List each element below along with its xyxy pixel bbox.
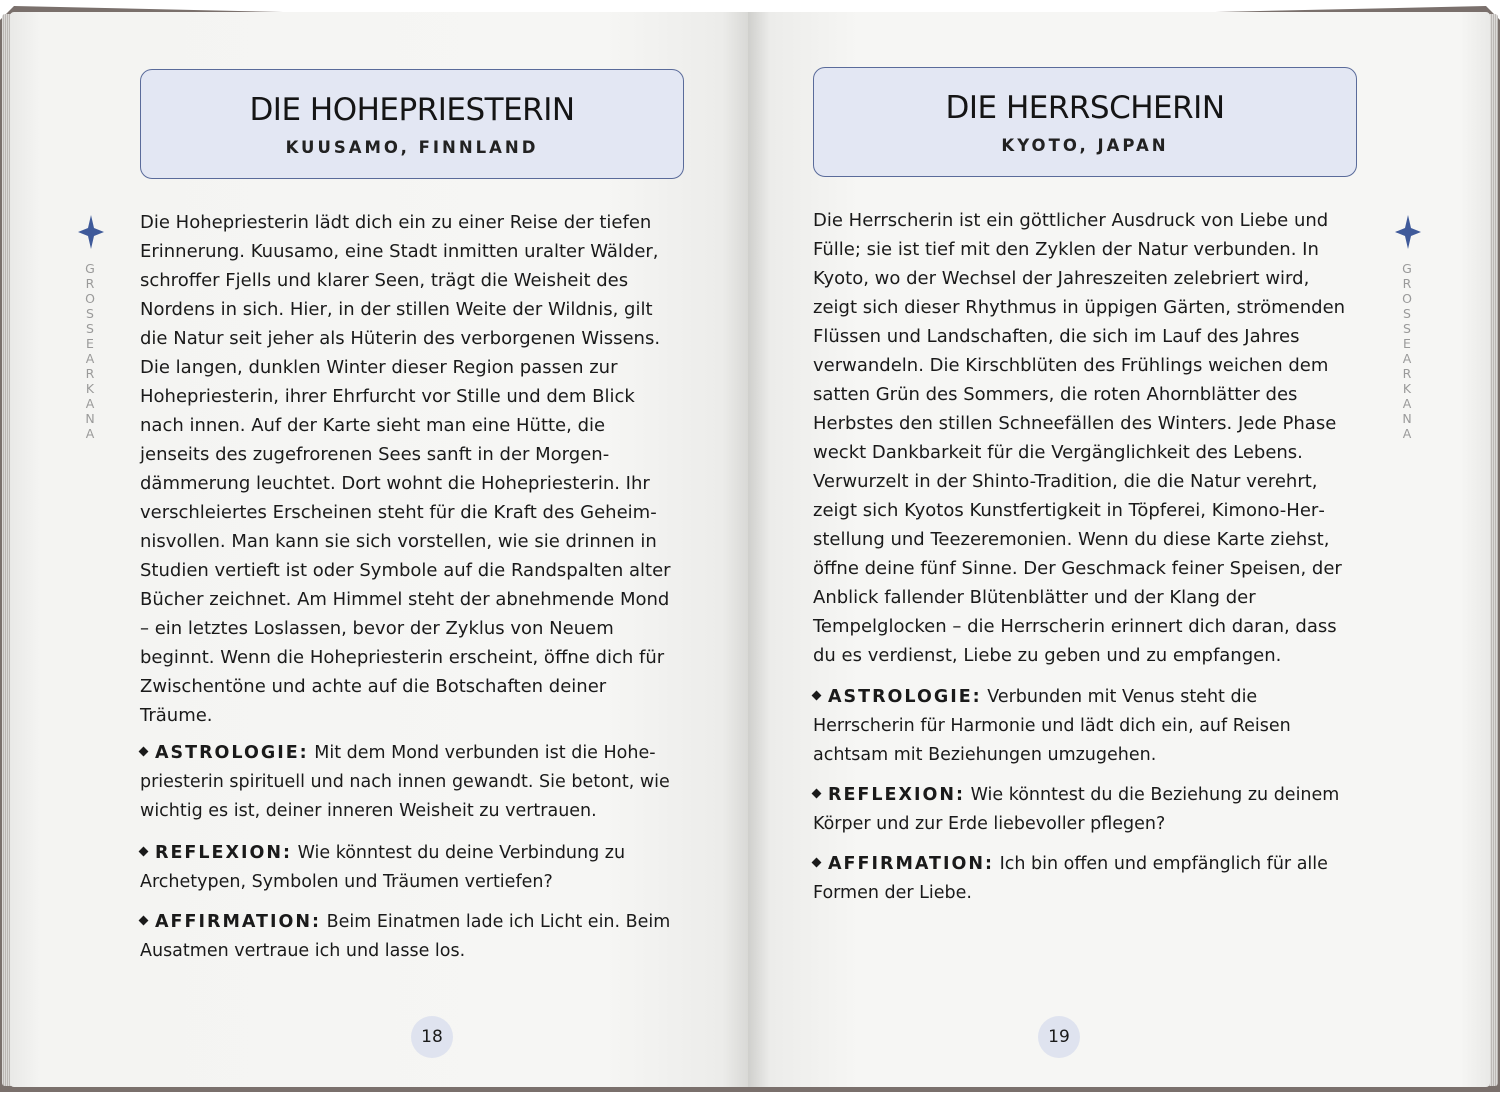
astrology-section <box>813 683 1358 770</box>
affirmation-section <box>140 908 680 966</box>
astrology-section <box>140 739 680 826</box>
astrology-text: Mit dem Mond verbunden ist die Hohepriesterin spirituell und nach innen gewandt. Sie betont, wie wichtig es ist, deiner inneren Weisheit zu vertrauen. <box>140 743 670 821</box>
card-title: DIE HERRSCHERIN <box>945 90 1225 126</box>
page-number: 19 <box>1038 1016 1080 1058</box>
side-label: GROSSE ARKANA <box>1402 261 1412 441</box>
star-icon <box>1395 215 1421 249</box>
star-icon <box>78 215 104 249</box>
card-header <box>813 67 1357 177</box>
card-header <box>140 69 684 179</box>
diamond-bullet-icon <box>139 916 149 926</box>
affirmation-label: AFFIRMATION: <box>155 912 322 932</box>
card-title: DIE HOHEPRIESTERIN <box>249 92 575 128</box>
left-page <box>10 12 752 1087</box>
astrology-label: ASTROLOGIE: <box>155 743 309 763</box>
diamond-bullet-icon <box>812 789 822 799</box>
body-paragraph: Die Herrscherin ist ein göttlicher Ausdruck von Liebe und Fülle; sie ist tief mit den Zyklen der Natur verbunden. In Kyoto, wo der Wechsel der Jahreszeiten zelebriert wird, zeigt sich dieser Rhythmus in üppigen Gärten, strömenden Flüssen und Landschaften, die sich im Lauf des Jahres verwandeln. Die Kirschblüten des Frühlings weichen dem satten Grün des Sommers, die roten Ahornblätter des Herbstes den stillen Schneefällen des Winters. Jede Phase weckt Dankbarkeit für die Vergänglichkeit des Lebens. Verwurzelt in der Shinto-Tradition, die die Natur verehrt, zeigt sich Kyotos Kunstfertigkeit in Töpferei, Kimono-Herstellung und Teezeremonien. Wenn du diese Karte ziehst, öffne deine fünf Sinne. Der Geschmack feiner Speisen, der Anblick fallender Blütenblätter und der Klang der Tempelglocken – die Herrscherin erinnert dich daran, dass du es verdienst, Liebe zu geben und zu empfangen. <box>813 210 1346 666</box>
side-marker <box>78 215 102 441</box>
affirmation-text: Ich bin offen und empfänglich für alle Formen der Liebe. <box>813 854 1328 903</box>
page-number: 18 <box>411 1016 453 1058</box>
diamond-bullet-icon <box>812 691 822 701</box>
diamond-bullet-icon <box>812 858 822 868</box>
affirmation-label: AFFIRMATION: <box>828 854 995 874</box>
reflexion-section <box>813 781 1358 839</box>
reflexion-label: REFLEXION: <box>828 785 966 805</box>
astrology-text: Verbunden mit Venus steht die Herrscherin für Harmonie und lädt dich ein, auf Reisen achtsam mit Beziehungen umzugehen. <box>813 687 1291 765</box>
card-location: KUUSAMO, FINNLAND <box>285 138 539 157</box>
right-page <box>748 12 1490 1087</box>
diamond-bullet-icon <box>139 747 149 757</box>
side-label: GROSSE ARKANA <box>85 261 95 441</box>
reflexion-text: Wie könntest du deine Verbindung zu Archetypen, Symbolen und Träumen vertiefen? <box>140 843 626 892</box>
side-marker <box>1395 215 1419 441</box>
card-location: KYOTO, JAPAN <box>1001 136 1169 155</box>
body-paragraph: Die Hohepriesterin lädt dich ein zu einer Reise der tiefen Erinnerung. Kuusamo, eine Stadt inmitten uralter Wälder, schroffer Fjells und klarer Seen, trägt die Weisheit des Nordens in sich. Hier, in der stillen Weite der Wildnis, gilt die Natur seit jeher als Hüterin des verborgenen Wissens. Die langen, dunklen Winter dieser Region passen zur Hohepriesterin, ihrer Ehrfurcht vor Stille und dem Blick nach innen. Auf der Karte sieht man eine Hütte, die jenseits des zugefrorenen Sees sanft in der Morgendämmerung leuchtet. Dort wohnt die Hohepriesterin. Ihr verschleiertes Erscheinen steht für die Kraft des Geheimnisvollen. Man kann sie sich vorstellen, wie sie drinnen in Studien vertieft ist oder Symbole auf die Randspalten alter Bücher zeichnet. Am Himmel steht der abnehmende Mond – ein letztes Loslassen, bevor der Zyklus von Neuem beginnt. Wenn die Hohepriesterin erscheint, öffne dich für Zwischentöne und achte auf die Botschaften deiner Träume. <box>140 212 671 726</box>
affirmation-section <box>813 850 1358 908</box>
reflexion-text: Wie könntest du die Beziehung zu deinem Körper und zur Erde liebevoller pflegen? <box>813 785 1340 834</box>
reflexion-section <box>140 839 680 897</box>
reflexion-label: REFLEXION: <box>155 843 293 863</box>
affirmation-text: Beim Einatmen lade ich Licht ein. Beim Ausatmen vertraue ich und lasse los. <box>140 912 671 961</box>
diamond-bullet-icon <box>139 847 149 857</box>
astrology-label: ASTROLOGIE: <box>828 687 982 707</box>
